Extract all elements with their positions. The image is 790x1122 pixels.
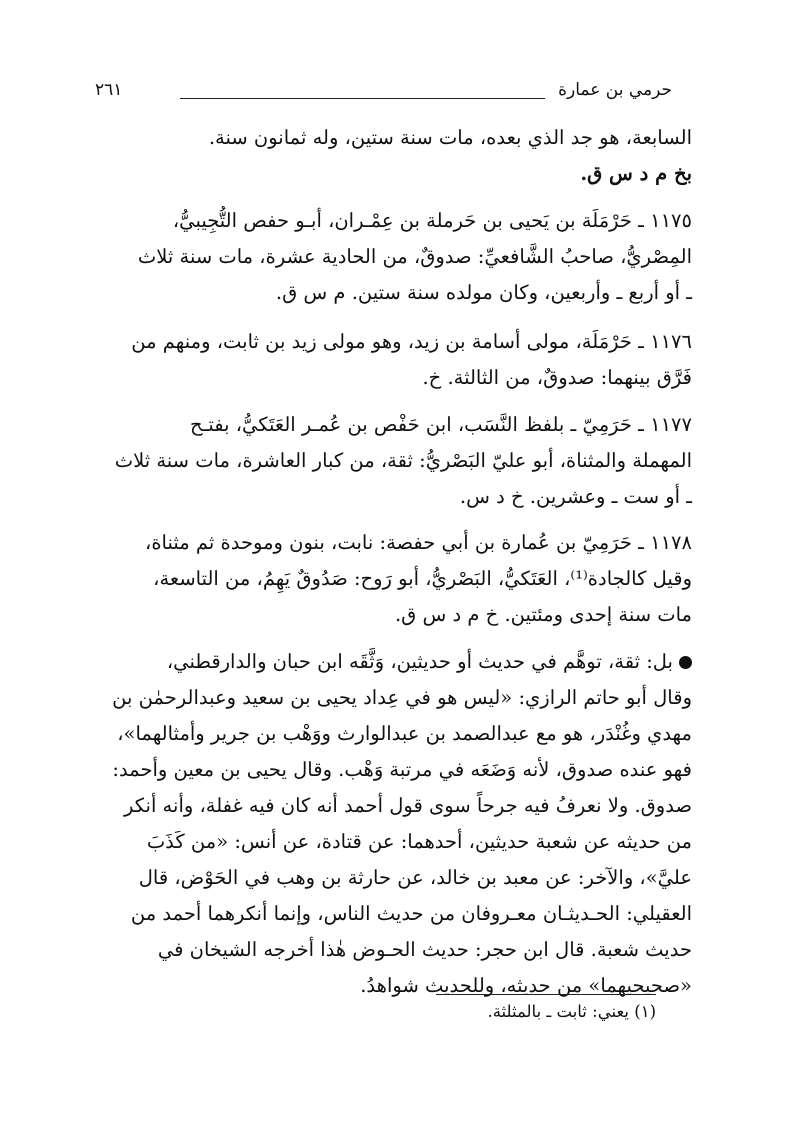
text-line: ـ أو أربع ـ وأربعين، وكان مولده سنة ستين. م س ق. — [275, 281, 692, 304]
text-line: حديث شعبة. قال ابن حجر: حديث الحـوض هٰذا أخرجه الشيخان في — [157, 938, 692, 961]
text-line: صدوق. ولا نعرفُ فيه جرحاً سوى قول أحمد أنه كان فيه غفلة، وأنه أنكر — [123, 794, 692, 817]
text-line: عليَّ»، والآخر: عن معبد بن خالد، عن حارثة بن وهب في الحَوْض، قال — [138, 866, 692, 889]
text-line: السابعة، هو جد الذي بعده، مات سنة ستين، وله ثمانون سنة. — [208, 126, 692, 149]
text-line: ١١٧٥ ـ حَرْمَلَة بن يَحيى بن حَرملة بن عِمْـران، أبـو حفص التُّجِيبيُّ، — [172, 209, 692, 232]
commentary-block — [93, 644, 692, 1004]
bullet-icon — [679, 656, 692, 669]
text-line: فَرَّق بينهما: صدوقٌ، من الثالثة. خ. — [422, 366, 692, 389]
text-line: بخ م د س ق. — [580, 162, 692, 185]
footnote: (١) يعني: ثابت ـ بالمثلثة. — [487, 1002, 656, 1021]
text-line: ١١٧٨ ـ حَرَمِيّ بن عُمارة بن أبي حفصة: نابت، بنون وموحدة ثم مثناة، — [145, 531, 692, 554]
entry-1177 — [93, 407, 692, 515]
text-line — [93, 644, 692, 680]
running-header — [95, 78, 680, 108]
footnote-rule — [436, 994, 656, 995]
header-rule — [180, 98, 545, 99]
text-line: المِصْريُّ، صاحبُ الشَّافعيِّ: صدوقٌ، من الحادية عشرة، مات سنة ثلاث — [137, 245, 692, 268]
text-line: «صحيحيهما» من حديثه، وللحديث شواهدُ. — [360, 974, 692, 997]
text-line: وقيل كالجادة⁽¹⁾، العَتَكيُّ، البَصْريُّ، أبو رَوح: صَدُوقٌ يَهِمُ، من التاسعة، — [153, 567, 692, 590]
text-line: مات سنة إحدى ومئتين. خ م د س ق. — [394, 603, 692, 626]
header-title: حرمي بن عمارة — [558, 80, 672, 100]
text-line: مهدي وغُنْدَر، هو مع عبدالصمد بن عبدالوارث ووَهْب بن جرير وأمثالهما»، — [117, 722, 692, 745]
entry-1176 — [93, 324, 692, 396]
entry-1178 — [93, 525, 692, 633]
entry-1174-tail — [93, 120, 692, 192]
page-number: ٢٦١ — [95, 80, 123, 100]
text-line: ١١٧٧ ـ حَرَمِيّ ـ بلفظ النَّسَب، ابن حَفْص بن عُمـر العَتَكيُّ، بفتـح — [190, 413, 692, 436]
text-line: من حديثه عن شعبة حديثين، أحدهما: عن قتادة، عن أنس: «من كَذَبَ — [146, 830, 692, 853]
text-line: ـ أو ست ـ وعشرين. خ د س. — [459, 485, 692, 508]
text-line: وقال أبو حاتم الرازي: «ليس هو في عِداد يحيى بن سعيد وعبدالرحمٰن بن — [112, 686, 692, 709]
text-line: المهملة والمثناة، أبو عليّ البَصْريُّ: ثقة، من كبار العاشرة، مات سنة ثلاث — [114, 449, 692, 472]
text-line-content: بل: ثقة، توهَّم في حديث أو حديثين، وَثَّقَه ابن حبان والدارقطني، — [166, 650, 673, 673]
text-line: فهو عنده صدوق، لأنه وَضَعَه في مرتبة وَهْب. وقال يحيى بن معين وأحمد: — [112, 758, 692, 781]
text-line: ١١٧٦ ـ حَرْمَلَة، مولى أسامة بن زيد، وهو مولى زيد بن ثابت، ومنهم من — [131, 330, 692, 353]
entry-1175 — [93, 203, 692, 311]
text-line: العقيلي: الحـديثـان معـروفان من حديث الناس، وإنما أنكرهما أحمد من — [130, 902, 692, 925]
